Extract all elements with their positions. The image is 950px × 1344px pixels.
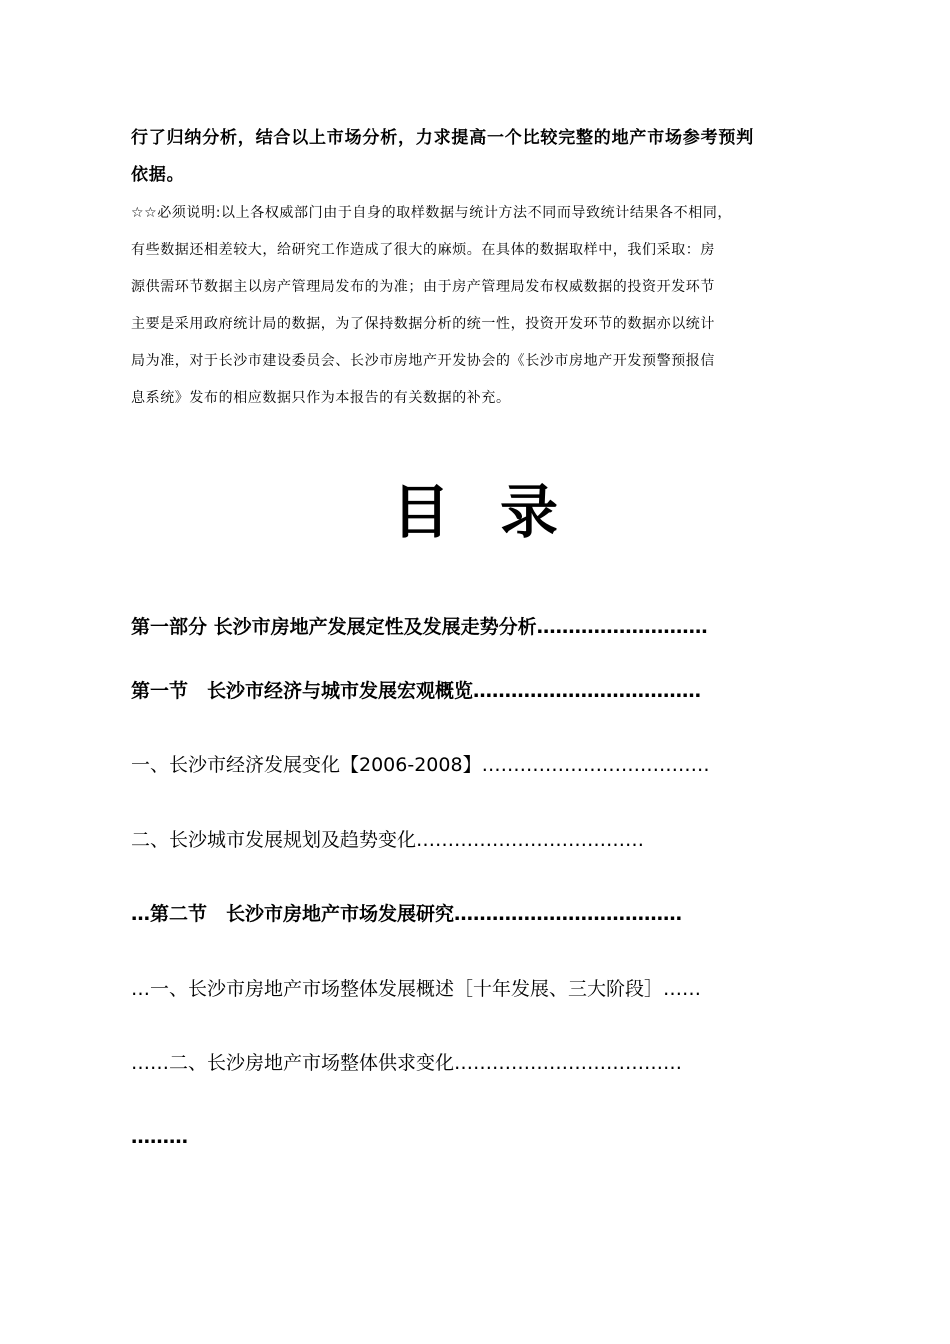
- toc-entry-text: 第一节 长沙市经济与城市发展宏观概览: [131, 680, 474, 702]
- toc-entry[interactable]: [131, 825, 813, 855]
- toc-entry-text: ……二、长沙房地产市场整体供求变化: [131, 1052, 455, 1074]
- toc-entry[interactable]: [131, 676, 813, 706]
- toc-entry-text: 一、长沙市经济发展变化【2006-2008】: [131, 754, 482, 776]
- toc-entry[interactable]: [131, 750, 813, 780]
- note-line: 主要是采用政府统计局的数据，为了保持数据分析的统一性，投资开发环节的数据亦以统计: [131, 316, 715, 332]
- toc-entry-text: ………: [131, 1126, 188, 1148]
- note-line: 息系统》发布的相应数据只作为本报告的有关数据的补充。: [131, 390, 511, 406]
- toc-entry[interactable]: [131, 1048, 813, 1078]
- toc-title: 目录: [391, 478, 608, 546]
- note-line: ☆☆必须说明:以上各权威部门由于自身的取样数据与统计方法不同而导致统计结果各不相同，: [131, 205, 733, 221]
- toc-leader: ………………………………: [473, 680, 702, 702]
- toc-leader: ………………………………: [454, 903, 683, 925]
- toc-entry: [131, 1122, 813, 1152]
- toc-leader: ……: [663, 978, 702, 1000]
- toc-entry[interactable]: [131, 899, 813, 929]
- toc-entry-text: 二、长沙城市发展规划及趋势变化: [131, 829, 417, 851]
- toc-entry[interactable]: [131, 612, 813, 642]
- toc-entry[interactable]: [131, 974, 813, 1004]
- note-line: 局为准，对于长沙市建设委员会、长沙市房地产开发协会的《长沙市房地产开发预警预报信: [131, 353, 715, 369]
- note-line: 有些数据还相差较大，给研究工作造成了很大的麻烦。在具体的数据取样中，我们采取：房: [131, 242, 715, 258]
- note-line: 源供需环节数据主以房产管理局发布的为准；由于房产管理局发布权威数据的投资开发环节: [131, 279, 715, 295]
- intro-line-1: 行了归纳分析，结合以上市场分析，力求提高一个比较完整的地产市场参考预判: [131, 128, 754, 148]
- toc-leader: ………………………………: [454, 1052, 683, 1074]
- toc-leader: ………………………………: [481, 754, 710, 776]
- toc-leader: ………………………: [536, 616, 708, 638]
- toc-leader: ………………………………: [416, 829, 645, 851]
- toc-entry-text: …第二节 长沙市房地产市场发展研究: [131, 903, 455, 925]
- intro-line-2: 依据。: [131, 165, 185, 185]
- toc-entry-text: …一、长沙市房地产市场整体发展概述［十年发展、三大阶段］: [131, 978, 664, 1000]
- toc-entry-text: 第一部分 长沙市房地产发展定性及发展走势分析: [131, 616, 537, 638]
